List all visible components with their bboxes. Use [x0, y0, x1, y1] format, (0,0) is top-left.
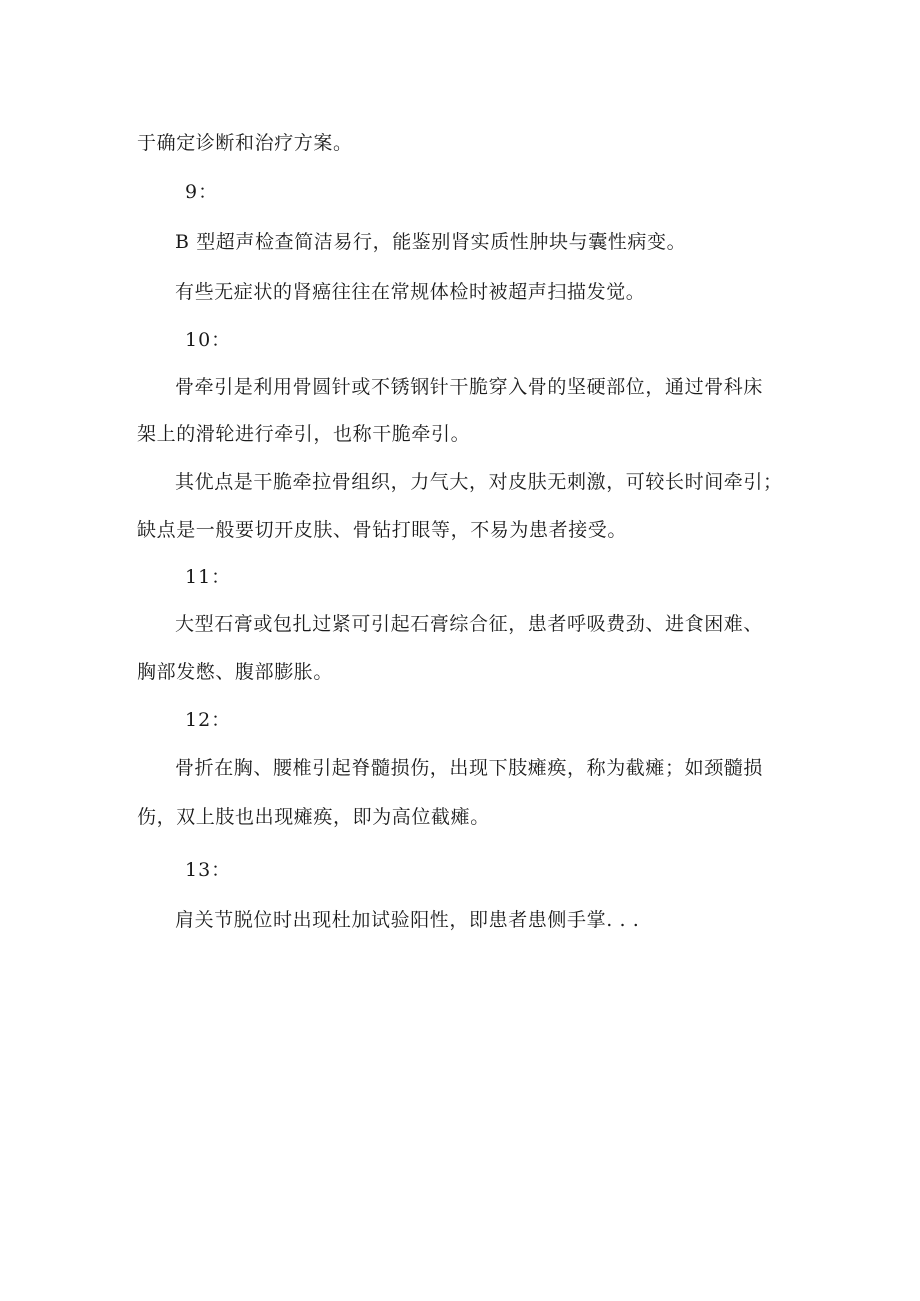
item-13-line-1: 肩关节脱位时出现杜加试验阳性，即患者患侧手掌. . .	[175, 909, 640, 931]
item-9-line-2: 有些无症状的肾癌往往在常规体检时被超声扫描发觉。	[175, 281, 646, 303]
item-10-line-4: 缺点是一般要切开皮肤、骨钻打眼等，不易为患者接受。	[137, 519, 628, 541]
item-number-11: 11：	[185, 566, 232, 588]
item-number-12: 12：	[185, 709, 232, 731]
item-12-line-2: 伤，双上肢也出现瘫痪，即为高位截瘫。	[137, 806, 490, 828]
item-number-13: 13：	[185, 859, 232, 881]
item-number-9: 9：	[185, 181, 219, 203]
paragraph-continuation: 于确定诊断和治疗方案。	[137, 132, 353, 154]
item-11-line-1: 大型石膏或包扎过紧可引起石膏综合征，患者呼吸费劲、进食困难、	[175, 613, 764, 635]
item-12-line-1: 骨折在胸、腰椎引起脊髓损伤，出现下肢瘫痪，称为截瘫；如颈髓损	[175, 757, 764, 779]
item-number-10: 10：	[185, 329, 232, 351]
item-11-line-2: 胸部发憋、腹部膨胀。	[137, 661, 334, 683]
item-10-line-3: 其优点是干脆牵拉骨组织，力气大，对皮肤无刺激，可较长时间牵引；	[175, 471, 783, 493]
item-10-line-1: 骨牵引是利用骨圆针或不锈钢针干脆穿入骨的坚硬部位，通过骨科床	[175, 376, 764, 398]
item-10-line-2: 架上的滑轮进行牵引，也称干脆牵引。	[137, 423, 471, 445]
item-9-line-1: B 型超声检查简洁易行，能鉴别肾实质性肿块与囊性病变。	[175, 231, 687, 253]
